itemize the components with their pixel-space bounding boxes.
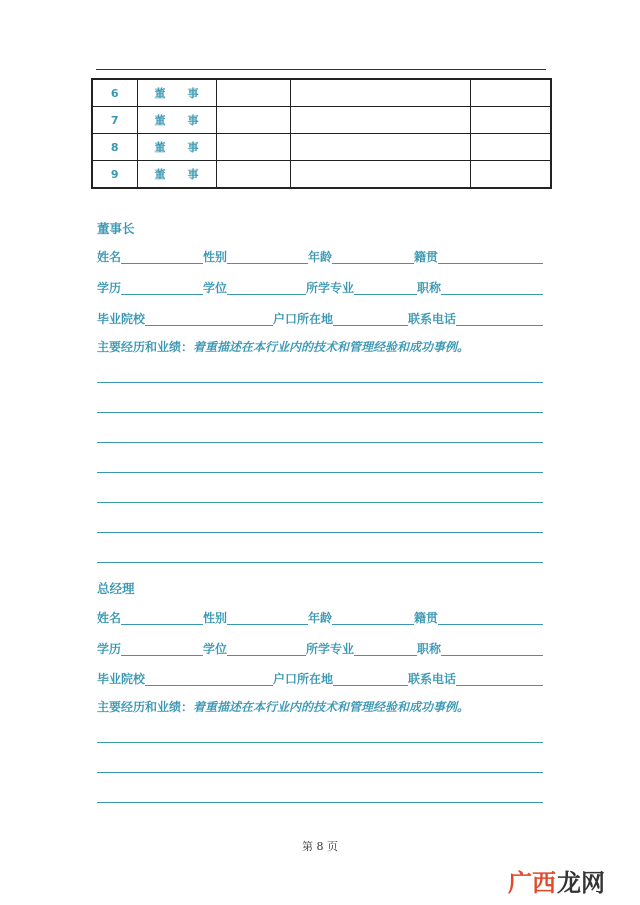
experience-label: 主要经历和业绩： (97, 340, 194, 354)
table-cell[interactable] (470, 134, 551, 161)
school-field[interactable] (145, 310, 273, 326)
age-label: 年龄 (308, 250, 333, 264)
school-label: 毕业院校 (97, 672, 146, 686)
education-label: 学历 (97, 642, 122, 656)
education-label: 学历 (97, 281, 122, 295)
director-roster-table (91, 78, 552, 189)
writing-line[interactable] (97, 532, 543, 533)
hukou-label: 户口所在地 (273, 672, 334, 686)
chairman-education-row (97, 276, 543, 296)
hukou-label: 户口所在地 (273, 312, 334, 326)
origin-field[interactable] (438, 609, 543, 625)
general-manager-section-title: 总经理 (97, 581, 135, 596)
row-number: 8 (92, 134, 137, 161)
writing-line[interactable] (97, 502, 543, 503)
school-field[interactable] (145, 670, 273, 686)
writing-line[interactable] (97, 472, 543, 473)
watermark-text: 龙网 (557, 869, 605, 897)
row-role: 董 事 (137, 107, 216, 134)
row-role: 董 事 (137, 134, 216, 161)
writing-line[interactable] (97, 742, 543, 743)
table-cell[interactable] (470, 79, 551, 107)
table-cell[interactable] (216, 134, 290, 161)
table-cell[interactable] (290, 79, 470, 107)
education-field[interactable] (121, 279, 203, 295)
degree-field[interactable] (227, 279, 306, 295)
origin-label: 籍贯 (414, 611, 439, 625)
age-field[interactable] (332, 609, 414, 625)
experience-hint: 着重描述在本行业内的技术和管理经验和成功事例。 (193, 340, 470, 354)
gender-field[interactable] (227, 248, 308, 264)
gm-basic-info-row (97, 606, 543, 626)
row-number: 7 (92, 107, 137, 134)
chairman-contact-row (97, 307, 543, 327)
writing-line[interactable] (97, 442, 543, 443)
degree-label: 学位 (203, 281, 228, 295)
writing-line[interactable] (97, 382, 543, 383)
row-number: 9 (92, 161, 137, 189)
name-field[interactable] (121, 609, 203, 625)
gender-field[interactable] (227, 609, 308, 625)
site-watermark (508, 863, 605, 898)
row-role: 董 事 (137, 161, 216, 189)
major-label: 所学专业 (306, 281, 355, 295)
table-row (92, 161, 551, 189)
row-role: 董 事 (137, 79, 216, 107)
table-cell[interactable] (216, 79, 290, 107)
gm-contact-row (97, 667, 543, 687)
watermark-mark: 广西 (508, 869, 556, 897)
phone-field[interactable] (456, 310, 543, 326)
origin-label: 籍贯 (414, 250, 439, 264)
table-row (92, 107, 551, 134)
writing-line[interactable] (97, 772, 543, 773)
school-label: 毕业院校 (97, 312, 146, 326)
table-cell[interactable] (470, 161, 551, 189)
position-label: 职称 (417, 281, 442, 295)
degree-field[interactable] (227, 640, 306, 656)
gender-label: 性别 (203, 250, 228, 264)
position-field[interactable] (441, 279, 543, 295)
gm-education-row (97, 637, 543, 657)
phone-field[interactable] (456, 670, 543, 686)
header-rule (96, 69, 546, 70)
chairman-section-title: 董事长 (97, 221, 135, 236)
table-cell[interactable] (216, 161, 290, 189)
table-row (92, 79, 551, 107)
writing-line[interactable] (97, 562, 543, 563)
hukou-field[interactable] (333, 670, 408, 686)
table-cell[interactable] (290, 161, 470, 189)
page-number: 第 8 页 (302, 840, 338, 853)
name-field[interactable] (121, 248, 203, 264)
table-cell[interactable] (290, 134, 470, 161)
hukou-field[interactable] (333, 310, 408, 326)
table-cell[interactable] (216, 107, 290, 134)
experience-hint: 着重描述在本行业内的技术和管理经验和成功事例。 (193, 700, 470, 714)
chairman-experience-heading (97, 338, 469, 355)
name-label: 姓名 (97, 250, 122, 264)
origin-field[interactable] (438, 248, 543, 264)
major-field[interactable] (354, 279, 417, 295)
table-cell[interactable] (290, 107, 470, 134)
major-field[interactable] (354, 640, 417, 656)
phone-label: 联系电话 (408, 312, 457, 326)
table-row (92, 134, 551, 161)
name-label: 姓名 (97, 611, 122, 625)
gender-label: 性别 (203, 611, 228, 625)
gm-experience-heading (97, 698, 469, 715)
position-label: 职称 (417, 642, 442, 656)
row-number: 6 (92, 79, 137, 107)
experience-label: 主要经历和业绩： (97, 700, 194, 714)
writing-line[interactable] (97, 412, 543, 413)
chairman-basic-info-row (97, 245, 543, 265)
education-field[interactable] (121, 640, 203, 656)
writing-line[interactable] (97, 802, 543, 803)
age-field[interactable] (332, 248, 414, 264)
major-label: 所学专业 (306, 642, 355, 656)
degree-label: 学位 (203, 642, 228, 656)
age-label: 年龄 (308, 611, 333, 625)
phone-label: 联系电话 (408, 672, 457, 686)
position-field[interactable] (441, 640, 543, 656)
table-cell[interactable] (470, 107, 551, 134)
